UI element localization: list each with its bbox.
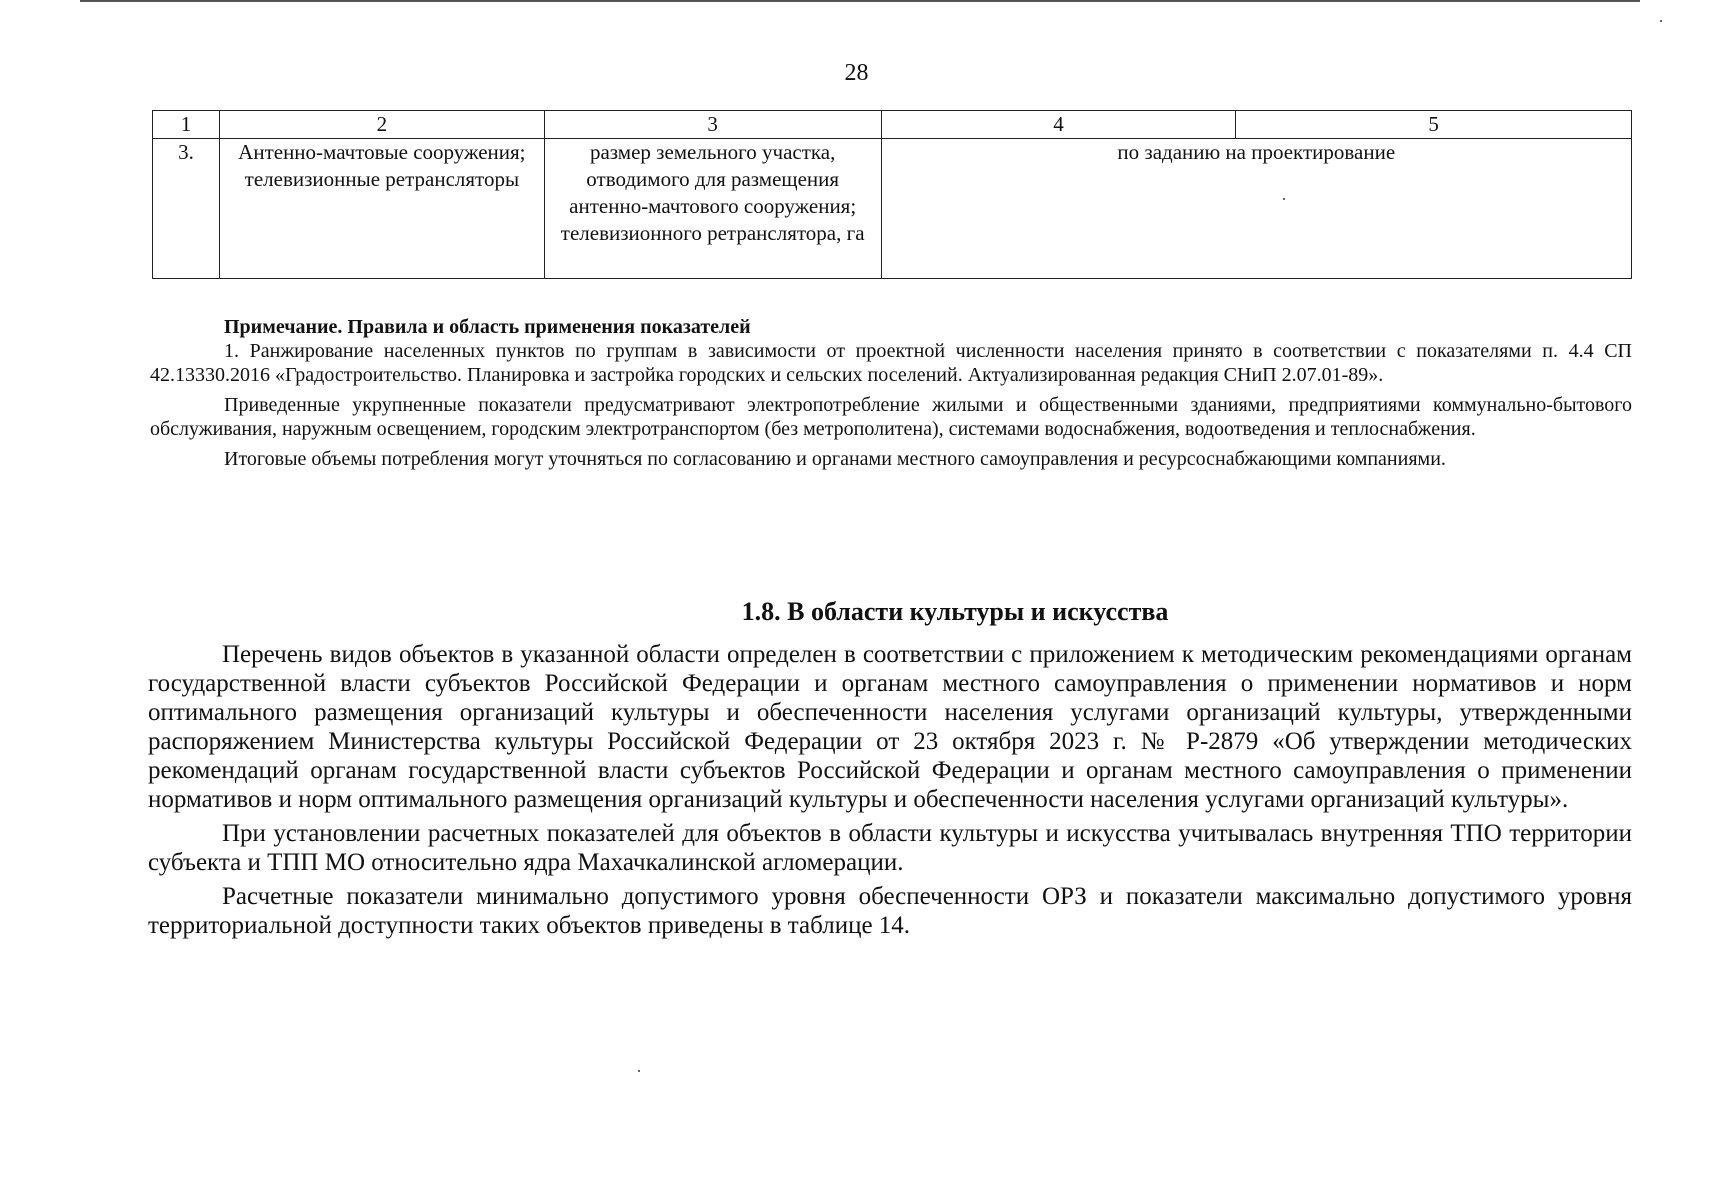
section-heading: 1.8. В области культуры и искусства [741, 597, 1169, 626]
table-header-cell: 5 [1236, 111, 1632, 139]
scan-edge-line [80, 0, 1640, 2]
body-paragraph: При установлении расчетных показателей для объектов в области культуры и искусства учитывалась внутренняя ТПО территории субъекта и ТПП МО относительно ядра Махачкалинской агломерации. [148, 820, 1632, 876]
page-number: 28 [844, 60, 869, 86]
table-header-cell: 3 [544, 111, 881, 139]
table-header-cell: 2 [219, 111, 544, 139]
scan-speck [1283, 198, 1285, 200]
table-header-cell: 4 [881, 111, 1236, 139]
note-title: Примечание. Правила и область применения показателей [224, 316, 751, 338]
data-table [152, 110, 1632, 279]
note-paragraph: 1. Ранжирование населенных пунктов по группам в зависимости от проектной численности населения принято в соответствии с показателями п. 4.4 СП 42.13330.2016 «Градостроительство. Планировка и застройка городских и сельских поселений. Актуализированная редакция СНиП 2.07.01-89». [150, 340, 1632, 386]
body-paragraph: Расчетные показатели минимально допустимого уровня обеспеченности ОРЗ и показатели максимально допустимого уровня территориальной доступности таких объектов приведены в таблице 14. [148, 883, 1632, 939]
section-body [148, 640, 1632, 945]
note-block [150, 315, 1632, 477]
scan-speck [638, 1070, 640, 1072]
value-cell: по заданию на проектирование [881, 139, 1631, 279]
object-type-cell: Антенно-мачтовые сооружения; телевизионные ретрансляторы [219, 139, 544, 279]
note-paragraph: Итоговые объемы потребления могут уточняться по согласованию и органами местного самоуправления и ресурсоснабжающими компаниями. [224, 448, 1446, 470]
scan-speck [1660, 20, 1662, 22]
table-header-row [153, 111, 1632, 139]
table-row [153, 139, 1632, 279]
indicator-cell: размер земельного участка, отводимого для размещения антенно-мачтового сооружения; телевизионного ретранслятора, га [544, 139, 881, 279]
row-number-cell: 3. [153, 139, 220, 279]
body-paragraph: Перечень видов объектов в указанной области определен в соответствии с приложением к методическим рекомендациями органам государственной власти субъектов Российской Федерации и органам местного самоуправления о применении нормативов и норм оптимального размещения организаций культуры и обеспеченности населения услугами организаций культуры, утвержденными распоряжением Министерства культуры Российской Федерации от 23 октября 2023 г. № Р-2879 «Об утверждении методических рекомендаций органам государственной власти субъектов Российской Федерации и органам местного самоуправления о применении нормативов и норм оптимального размещения организаций культуры и обеспеченности населения услугами организаций культуры». [148, 641, 1632, 813]
note-paragraph: Приведенные укрупненные показатели предусматривают электропотребление жилыми и общественными зданиями, предприятиями коммунально-бытового обслуживания, наружным освещением, городским электротранспортом (без метрополитена), системами водоснабжения, водоотведения и теплоснабжения. [150, 394, 1632, 440]
table-header-cell: 1 [153, 111, 220, 139]
